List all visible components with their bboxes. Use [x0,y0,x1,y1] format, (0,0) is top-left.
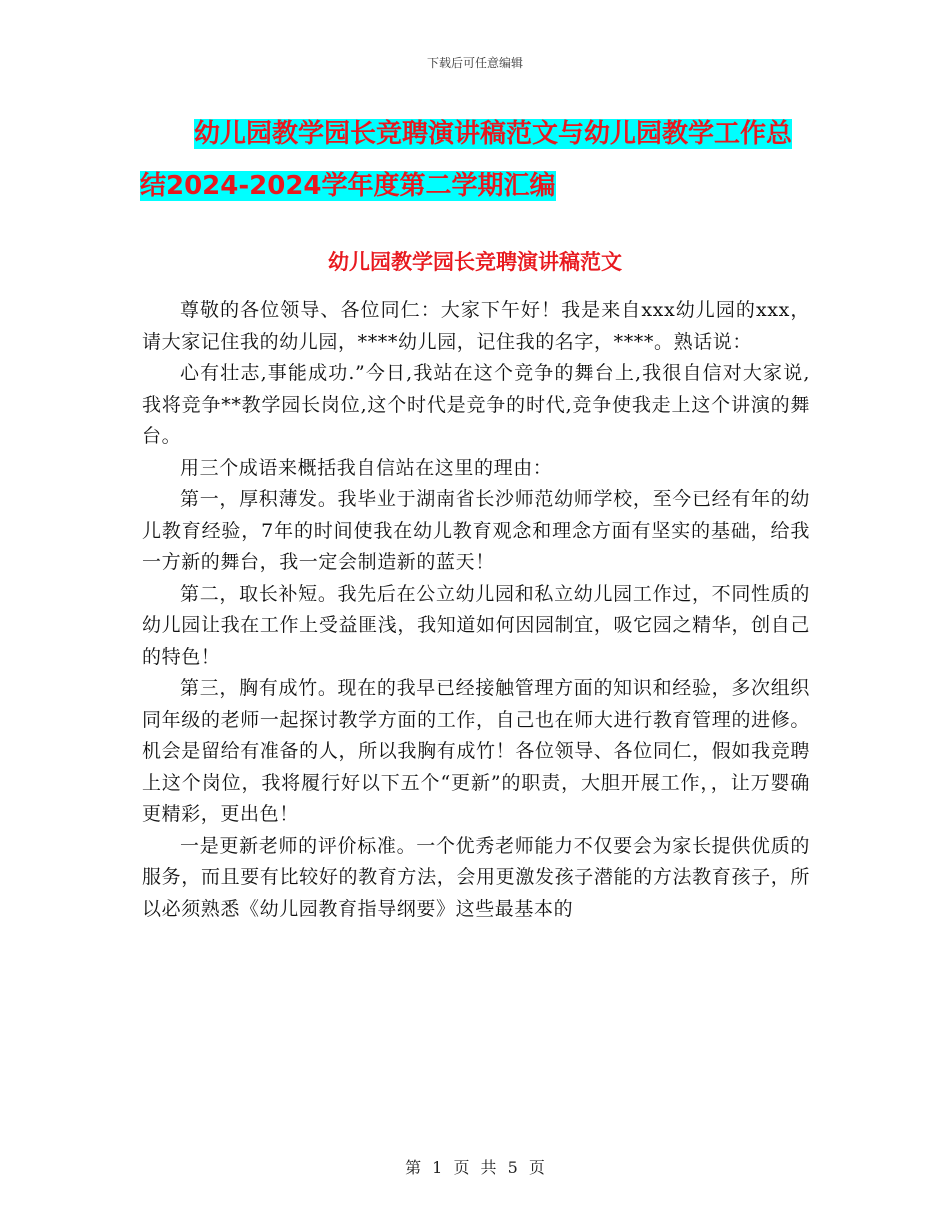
body-paragraph: 第二，取长补短。我先后在公立幼儿园和私立幼儿园工作过，不同性质的幼儿园让我在工作上受益匪浅，我知道如何因园制宜，吸它园之精华，创自己的特色！ [142,582,810,668]
body-paragraph: 一是更新老师的评价标准。一个优秀老师能力不仅要会为家长提供优质的服务，而且要有比较好的教育方法，会用更激发孩子潜能的方法教育孩子，所以必须熟悉《幼儿园教育指导纲要》这些最基本的 [142,834,810,920]
title-line-1 [140,108,820,160]
body-paragraph: 用三个成语来概括我自信站在这里的理由： [180,456,553,479]
body-paragraph: 第一，厚积薄发。我毕业于湖南省长沙师范幼师学校，至今已经有年的幼儿教育经验，7年的时间使我在幼儿教育观念和理念方面有坚实的基础，给我一方新的舞台，我一定会制造新的蓝天！ [142,488,810,573]
body-paragraph: 尊敬的各位领导、各位同仁：大家下午好！我是来自xxx幼儿园的xxx，请大家记住我的幼儿园，****幼儿园，记住我的名字，****。熟话说： [142,299,810,353]
document-title [140,108,820,212]
page-number-footer: 第 1 页 共 5 页 [405,1158,545,1177]
body-paragraph: 第三，胸有成竹。现在的我早已经接触管理方面的知识和经验，多次组织同年级的老师一起探讨教学方面的工作，自己也在师大进行教育管理的进修。机会是留给有准备的人，所以我胸有成竹！各位领导、各位同仁，假如我竞聘上这个岗位，我将履行好以下五个“更新”的职责，大胆开展工作，，让万婴确更精彩，更出色！ [142,677,810,825]
section-title: 幼儿园教学园长竞聘演讲稿范文 [328,250,622,274]
title-line-1-text: 幼儿园教学园长竞聘演讲稿范文与幼儿园教学工作总 [194,119,793,149]
title-line-2-text: 结2024-2024学年度第二学期汇编 [140,171,556,201]
title-line-2 [140,160,820,212]
document-body [142,295,810,925]
page-header-note: 下载后可任意编辑 [426,56,523,70]
body-paragraph: 心有壮志,事能成功.”今日,我站在这个竞争的舞台上,我很自信对大家说,我将竞争**教学园长岗位,这个时代是竞争的时代,竞争使我走上这个讲演的舞台。 [142,362,810,447]
